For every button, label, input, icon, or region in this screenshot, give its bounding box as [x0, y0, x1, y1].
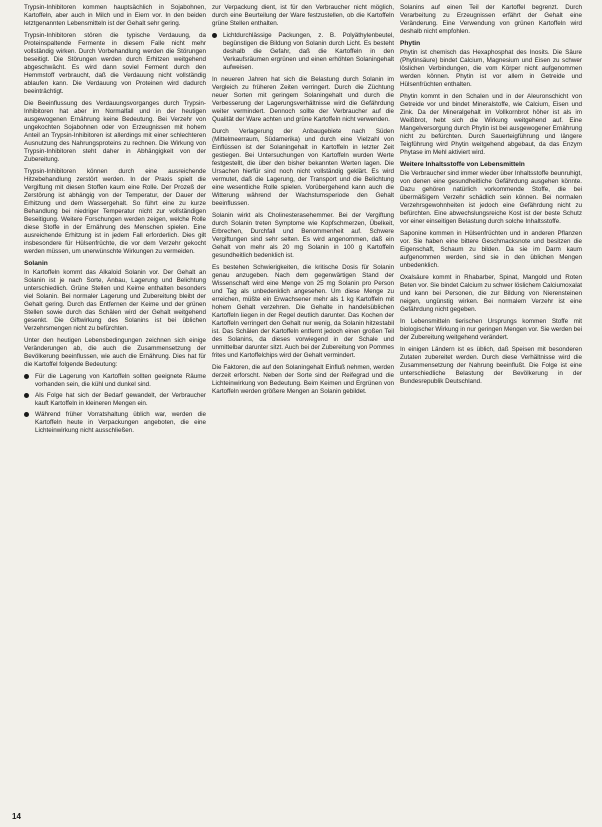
bullet-item	[212, 32, 394, 72]
paragraph: Saponine kommen in Hülsenfrüchten und in anderen Pflanzen vor. Sie haben eine bittere Geschmacksnote und besitzen die Eigenschaft, Schaum zu bilden. Da sie im Darm kaum aufgenommen werden, sind sie in den üblichen Mengen unbedenklich.	[400, 230, 582, 269]
bullet-item	[24, 373, 206, 389]
bullet-icon	[24, 412, 29, 417]
paragraph: Die Beeinflussung des Verdauungsvorganges durch Trypsin-Inhibitoren hat aber im Normalfall und in der heutigen ausgewogenen Ernährung keine Bedeutung. Bei Verzehr von ungekochten Sojabohnen oder von Erzeugnissen mit hohem Anteil an Trypsin-Inhibitoren ist allerdings mit einer schlechteren Ausnutzung des Nahrungsproteins zu rechnen. Die Wirkung von Trypsin-Inhibitoren steht daher in Abhängigkeit von der Zubereitung.	[24, 100, 206, 163]
section-heading: Solanin	[24, 260, 48, 267]
paragraph: Es bestehen Schwierigkeiten, die kritische Dosis für Solanin genau anzugeben. Nach dem gegenwärtigen Stand der Wissenschaft wird eine Menge von 25 mg Solanin pro Person und Tag als unbedenklich angesehen. Um diese Menge zu erreichen, müßte ein Erwachsener mehr als 1 kg Kartoffeln mit hohem Gehalt verzehren. Die Gehalte in handelsüblichen Kartoffeln liegen in der Regel deutlich darunter. Das Kochen der Kartoffeln verringert den Gehalt nur wenig, da Solanin hitzestabil ist. Das Schälen der Kartoffeln entfernt jedoch einen großen Teil des Solanins, da dieses vorwiegend in der Schale und unmittelbar darunter sitzt. Auch bei der Zubereitung von Pommes frites und Kartoffelchips wird der Gehalt vermindert.	[212, 264, 394, 359]
bullet-text: Während früher Vorratshaltung üblich war, werden die Kartoffeln heute in Verpackungen angeboten, die eine Lichteinwirkung nicht ausschließen.	[35, 411, 206, 434]
bullet-text: Als Folge hat sich der Bedarf gewandelt, der Verbraucher kauft Kartoffeln in kleineren Mengen ein.	[35, 392, 206, 407]
paragraph: Trypsin-Inhibitoren kommen hauptsächlich in Sojabohnen, Kartoffeln, aber auch in Milch und in Eiern vor. In den beiden letztgenannten Lebensmitteln ist der Gehalt sehr gering.	[24, 4, 206, 27]
bullet-icon	[24, 393, 29, 398]
text-column-1	[24, 4, 206, 439]
paragraph: In Kartoffeln kommt das Alkaloid Solanin vor. Der Gehalt an Solanin ist je nach Sorte, Anbau, Lagerung und Belichtung unterschiedlich. Grüne Stellen und Keime enthalten besonders viel Solanin. Bei normaler Lagerung und Zubereitung bleibt der Gehalt gering. Durch das Entfernen der Keime und der grünen Stellen sowie durch das Schälen wird der Gehalt weitgehend gesenkt. Die Giftwirkung des Solanins ist bei üblichen Verzehrsmengen nicht zu befürchten.	[24, 269, 206, 332]
bullet-item	[24, 411, 206, 435]
text-column-3	[400, 4, 582, 390]
section-heading: Weitere Inhaltsstoffe von Lebensmitteln	[400, 161, 525, 168]
paragraph: In Lebensmitteln tierischen Ursprungs kommen Stoffe mit biologischer Wirkung in nur geringen Mengen vor. Sie werden bei der Zubereitung weitgehend verändert.	[400, 318, 583, 341]
page-number: 14	[12, 812, 21, 821]
paragraph: Oxalsäure kommt in Rhabarber, Spinat, Mangold und Roten Beten vor. Sie bindet Calcium zu schwer löslichem Calciumoxalat und kann bei Personen, die zur Bildung von Nierensteinen neigen, ungünstig wirken. Bei normalem Verzehr ist eine Gefährdung nicht gegeben.	[400, 274, 582, 313]
bullet-icon	[24, 374, 29, 379]
bullet-item	[24, 392, 206, 408]
bullet-icon	[212, 33, 217, 38]
paragraph: Trypsin-Inhibitoren stören die typische Verdauung, da Proteinspaltende Fermente in diesem Falle nicht mehr vollständig wirken. Durch Vorbehandlung werden die Störungen beseitigt. Die Störungen werden durch Erhitzen weitgehend abgeschwächt. Es wird dann soviel Ferment durch den Hemmstoff verbraucht, daß die Verdauung nicht vollständig ablaufen kann. Die Verdauung von Proteinen wird dadurch beeinträchtigt.	[24, 32, 206, 95]
section-heading: Phytin	[400, 40, 421, 47]
paragraph: Phytin kommt in den Schalen und in der Aleuronschicht von Getreide vor und bindet Mineralstoffe, wie Calcium, Eisen und Zink. Da der Mineralgehalt im Vollkornbrot höher ist als im Weißbrot, hebt sich die Wirkung weitgehend auf. Eine Mangelversorgung durch Phytin ist bei ausgewogener Ernährung nicht zu befürchten. Durch Sauerteigführung und längere Teigführung wird Phytin weitgehend abgebaut, da das Enzym Phytase im Mehl aktiviert wird.	[400, 93, 582, 156]
paragraph: Die Verbraucher sind immer wieder über Inhaltsstoffe beunruhigt, von denen eine gesundheitliche Gefährdung ausgehen könnte. Dazu gehören natürlich vorkommende Stoffe, die bei übermäßigem Verzehr schädlich sein können. Bei normalen Verzehrsgewohnheiten ist jedoch eine Gefährdung nicht zu befürchten. Eine abwechslungsreiche Kost ist der beste Schutz vor einer einseitigen Belastung durch solche Inhaltsstoffe.	[400, 170, 582, 225]
paragraph: Phytin ist chemisch das Hexaphosphat des Inosits. Die Säure (Phytinsäure) bindet Calcium, Magnesium und Eisen zu schwer löslichen Verbindungen, die vom Körper nicht aufgenommen werden können. Phytin ist vor allem in Getreide und Hülsenfrüchten enthalten.	[400, 49, 582, 88]
paragraph: Trypsin-Inhibitoren können durch eine ausreichende Hitzebehandlung zerstört werden. In der Praxis spielt die Vergiftung mit diesen Stoffen kaum eine Rolle. Der Prozeß der Zerstörung ist abhängig von der Temperatur, der Dauer der Erhitzung und dem Wassergehalt. So führt eine zu kurze Behandlung bei niedriger Temperatur nicht zur vollständigen Beseitigung. Weitere Forschungen werden zeigen, welche Rolle diese Stoffe in der Ernährung des Menschen spielen. Eine ausreichende Erhitzung ist in jedem Fall erforderlich. Dies gilt insbesondere für Hülsenfrüchte, die vor dem Verzehr gekocht werden müssen, um unerwünschte Wirkungen zu vermeiden.	[24, 168, 206, 255]
paragraph: Die Faktoren, die auf den Solaningehalt Einfluß nehmen, werden derzeit erforscht. Neben der Sorte sind der Reifegrad und die Lichteinwirkung von Bedeutung. Beim Keimen und Ergrünen von Kartoffeln werden größere Mengen an Solanin gebildet.	[212, 364, 394, 395]
paragraph: Solanin wirkt als Cholinesterasehemmer. Bei der Vergiftung durch Solanin treten Symptome wie Kopfschmerzen, Übelkeit, Erbrechen, Durchfall und Benommenheit auf. Schwere Vergiftungen sind sehr selten. Es wird angenommen, daß ein Gehalt von mehr als 20 mg Solanin in 100 g Kartoffeln gesundheitlich bedenklich ist.	[212, 212, 394, 259]
bullet-text: Lichtdurchlässige Packungen, z. B. Polyäthylenbeutel, begünstigen die Bildung von Solanin durch Licht. Es besteht deshalb die Gefahr, daß die Kartoffeln in den Verkaufsräumen ergrünen und einen erhöhten Solaningehalt aufweisen.	[223, 32, 394, 71]
bullet-list	[24, 373, 206, 435]
paragraph: Durch Verlagerung der Anbaugebiete nach Süden (Mittelmeerraum, Südamerika) und durch eine Vielzahl von Einflüssen ist der Solaningehalt in Kartoffeln in letzter Zeit gestiegen. Bei Untersuchungen von Kartoffeln wurden Werte festgestellt, die über den bisher bekannten Werten lagen. Die Ursachen hierfür sind noch nicht vollständig geklärt. Es wird vermutet, daß die Lagerung, der Transport und die Belichtung eine wesentliche Rolle spielen. Vorübergehend kann auch die Witterung während der Wachstumsperiode den Gehalt beeinflussen.	[212, 128, 394, 207]
text-column-2	[212, 4, 394, 400]
paragraph: Solanins auf einen Teil der Kartoffel begrenzt. Durch Verarbeitung zu Erzeugnissen erfährt der Gehalt eine Veränderung. Eine Verwendung von grünen Kartoffeln wird deshalb nicht empfohlen.	[400, 4, 582, 35]
paragraph: In einigen Ländern ist es üblich, daß Speisen mit besonderen Zutaten zubereitet werden. Durch diese Verhältnisse wird die Zusammensetzung der Nahrung beeinflußt. Die Folge ist eine unterschiedliche Belastung der Bevölkerung in der Bundesrepublik Deutschland.	[400, 346, 582, 385]
paragraph: zur Verpackung dient, ist für den Verbraucher nicht möglich, durch eine Beurteilung der Ware festzustellen, ob die Kartoffeln grüne Stellen enthalten.	[212, 4, 394, 27]
paragraph: In neueren Jahren hat sich die Belastung durch Solanin im Vergleich zu früheren Zeiten verringert. Durch die Züchtung neuer Sorten mit geringem Solaningehalt und durch die Verbesserung der Lagerungsverhältnisse wird die Gefährdung weiter vermindert. Dennoch sollte der Verbraucher auf die Qualität der Ware achten und grüne Kartoffeln nicht verwenden.	[212, 76, 394, 123]
bullet-text: Für die Lagerung von Kartoffeln sollten geeignete Räume vorhanden sein, die kühl und dunkel sind.	[35, 373, 206, 388]
bullet-list	[212, 32, 394, 72]
paragraph: Unter den heutigen Lebensbedingungen zeichnen sich einige Veränderungen ab, die auch die Zusammensetzung der Bevölkerung beeinflussen, wie auch die Ernährung. Dies hat für die Kartoffel folgende Bedeutung:	[24, 337, 206, 368]
